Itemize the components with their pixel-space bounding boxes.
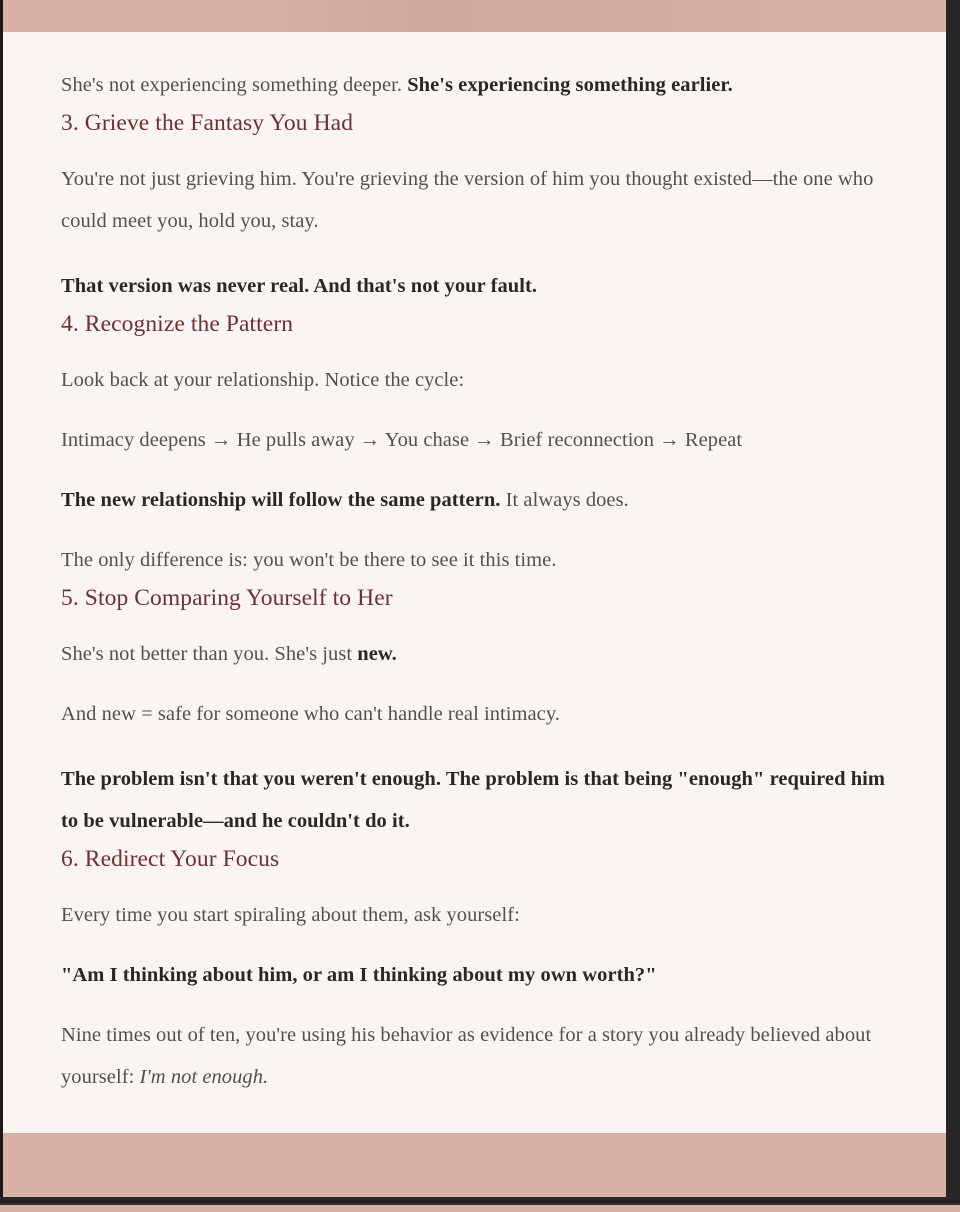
body-paragraph — [61, 633, 888, 675]
section-heading: 6. Redirect Your Focus — [61, 846, 280, 872]
text-run-normal: She's not experiencing something deeper. — [61, 74, 408, 96]
body-paragraph — [61, 894, 888, 936]
body-paragraph — [61, 359, 888, 401]
text-run-normal: Every time you start spiraling about them, ask yourself: — [61, 904, 520, 926]
body-paragraph — [61, 265, 888, 307]
article-content — [3, 32, 946, 1133]
bottom-banner-band — [3, 1133, 946, 1197]
body-paragraph — [61, 1014, 888, 1098]
body-paragraph — [61, 693, 888, 735]
window-edge-left — [0, 0, 3, 1197]
section-heading: 3. Grieve the Fantasy You Had — [61, 110, 354, 136]
window-edge-right — [946, 0, 960, 1197]
body-paragraph — [61, 479, 888, 521]
text-run-normal: Look back at your relationship. Notice the cycle: — [61, 369, 465, 391]
text-run-normal: And new = safe for someone who can't handle real intimacy. — [61, 703, 560, 725]
top-banner-band — [3, 0, 946, 32]
body-paragraph — [61, 158, 888, 242]
window-bottom-accent-strip — [0, 1205, 960, 1212]
text-run-normal: Intimacy deepens → He pulls away → You chase → Brief reconnection → Repeat — [61, 429, 743, 451]
text-run-bold: The new relationship will follow the same pattern. — [61, 489, 501, 511]
text-run-bold: The problem isn't that you weren't enough. The problem is that being "enough" required him to be vulnerable—and he couldn't do it. — [61, 768, 886, 832]
text-run-normal: Nine times out of ten, you're using his behavior as evidence for a story you already believed about yourself: — [61, 1024, 872, 1088]
text-run-normal: The only difference is: you won't be there to see it this time. — [61, 549, 557, 571]
text-run-bold: new. — [357, 643, 397, 665]
body-paragraph — [61, 419, 888, 461]
text-run-normal: It always does. — [500, 489, 629, 511]
section-heading: 4. Recognize the Pattern — [61, 311, 294, 337]
text-run-bold: She's experiencing something earlier. — [407, 74, 733, 96]
section-heading: 5. Stop Comparing Yourself to Her — [61, 585, 393, 611]
body-paragraph — [61, 758, 888, 842]
text-run-bold: That version was never real. And that's not your fault. — [61, 275, 537, 297]
text-run-normal: You're not just grieving him. You're grieving the version of him you thought existed—the one who could meet you, hold you, stay. — [61, 168, 874, 232]
text-run-bold: "Am I thinking about him, or am I thinking about my own worth?" — [61, 964, 657, 986]
text-run-normal: She's not better than you. She's just — [61, 643, 358, 665]
body-paragraph — [61, 539, 888, 581]
text-run-italic: I'm not enough. — [139, 1066, 269, 1088]
top-banner-shadow — [3, 0, 946, 32]
page-viewport — [3, 0, 946, 1197]
body-paragraph — [61, 954, 888, 996]
body-paragraph — [61, 64, 888, 106]
